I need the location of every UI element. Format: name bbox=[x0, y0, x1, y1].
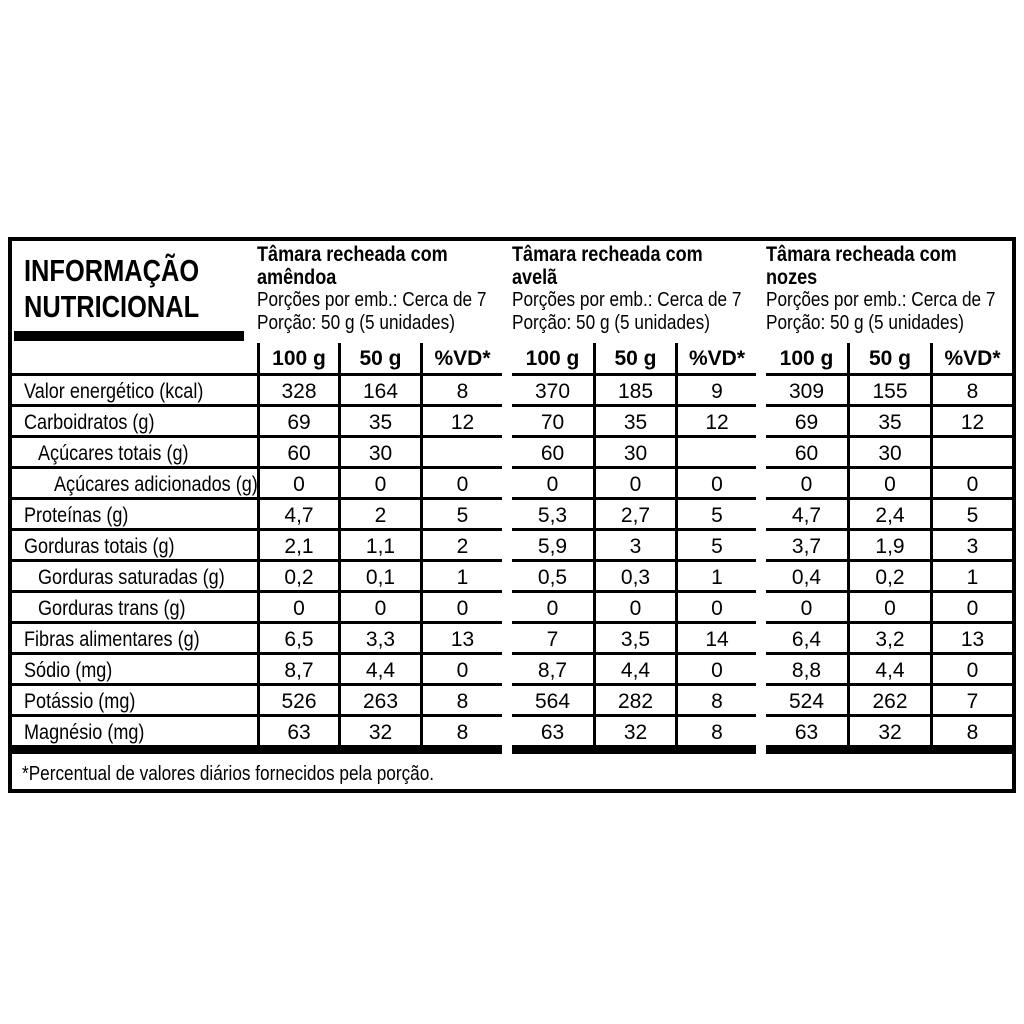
info-nutricional-title bbox=[12, 241, 257, 343]
nutrient-label bbox=[12, 497, 257, 528]
separator-bar-row bbox=[12, 745, 1012, 757]
value-cell: 0,3 bbox=[593, 559, 675, 590]
nutrient-row bbox=[12, 373, 1012, 404]
value-cell: 262 bbox=[847, 683, 930, 714]
nutrient-row bbox=[12, 404, 1012, 435]
value-cell: 5 bbox=[675, 497, 756, 528]
value-cell: 0 bbox=[338, 466, 420, 497]
group-gap bbox=[756, 652, 766, 683]
nutrient-label bbox=[12, 590, 257, 621]
value-cell: 7 bbox=[512, 621, 593, 652]
group-gap bbox=[502, 497, 512, 528]
value-cell: 60 bbox=[766, 435, 847, 466]
value-cell: 328 bbox=[257, 373, 338, 404]
value-cell: 30 bbox=[847, 435, 930, 466]
group-gap bbox=[756, 404, 766, 435]
title-line-2: NUTRICIONAL bbox=[24, 289, 200, 324]
nutrient-row bbox=[12, 559, 1012, 590]
nutrient-label-text: Magnésio (mg) bbox=[24, 721, 145, 744]
value-cell: 0,5 bbox=[512, 559, 593, 590]
product-portion: Porção: 50 g (5 unidades) bbox=[257, 312, 455, 334]
value-cell: 32 bbox=[593, 714, 675, 745]
value-cell: 6,4 bbox=[766, 621, 847, 652]
nutrient-label-text: Gorduras saturadas (g) bbox=[38, 566, 225, 589]
group-gap bbox=[502, 714, 512, 745]
value-cell: 185 bbox=[593, 373, 675, 404]
value-cell: 5 bbox=[420, 497, 502, 528]
value-cell: 0 bbox=[930, 466, 1012, 497]
value-cell: 0 bbox=[512, 466, 593, 497]
col-header-50g: 50 g bbox=[338, 343, 420, 373]
value-cell: 5 bbox=[675, 528, 756, 559]
product-title-line: nozes bbox=[766, 266, 818, 289]
value-cell: 30 bbox=[338, 435, 420, 466]
value-cell bbox=[675, 435, 756, 466]
value-cell: 3,7 bbox=[766, 528, 847, 559]
value-cell: 0 bbox=[512, 590, 593, 621]
separator-bar bbox=[512, 745, 756, 754]
group-gap bbox=[502, 343, 512, 373]
nutrient-row bbox=[12, 590, 1012, 621]
group-gap bbox=[756, 466, 766, 497]
value-cell: 309 bbox=[766, 373, 847, 404]
nutrient-label-text: Carboidratos (g) bbox=[24, 411, 155, 434]
value-cell: 2,1 bbox=[257, 528, 338, 559]
group-gap bbox=[502, 559, 512, 590]
value-cell: 8 bbox=[675, 683, 756, 714]
value-cell: 69 bbox=[257, 404, 338, 435]
col-header-100g: 100 g bbox=[257, 343, 338, 373]
value-cell: 0 bbox=[847, 466, 930, 497]
value-cell: 4,4 bbox=[847, 652, 930, 683]
value-cell: 8,8 bbox=[766, 652, 847, 683]
product-header-amendoa bbox=[257, 241, 502, 343]
value-cell: 63 bbox=[512, 714, 593, 745]
group-gap bbox=[756, 683, 766, 714]
value-cell bbox=[930, 435, 1012, 466]
value-cell: 0 bbox=[420, 466, 502, 497]
value-cell: 0,2 bbox=[847, 559, 930, 590]
value-cell: 0 bbox=[675, 590, 756, 621]
value-cell: 7 bbox=[930, 683, 1012, 714]
value-cell: 13 bbox=[930, 621, 1012, 652]
product-title-line: Tâmara recheada com bbox=[766, 243, 957, 266]
separator-bar bbox=[12, 745, 502, 754]
value-cell: 8 bbox=[930, 714, 1012, 745]
nutrient-label bbox=[12, 373, 257, 404]
value-cell: 2 bbox=[338, 497, 420, 528]
product-servings: Porções por emb.: Cerca de 7 bbox=[766, 289, 996, 311]
value-cell: 0 bbox=[675, 652, 756, 683]
value-cell: 282 bbox=[593, 683, 675, 714]
value-cell: 5 bbox=[930, 497, 1012, 528]
nutrient-label-text: Gorduras trans (g) bbox=[38, 597, 186, 620]
nutrient-row bbox=[12, 652, 1012, 683]
value-cell: 4,4 bbox=[338, 652, 420, 683]
value-cell: 32 bbox=[847, 714, 930, 745]
value-cell: 2,4 bbox=[847, 497, 930, 528]
column-header-row bbox=[12, 343, 1012, 373]
nutrient-row bbox=[12, 435, 1012, 466]
value-cell: 3,2 bbox=[847, 621, 930, 652]
value-cell: 526 bbox=[257, 683, 338, 714]
value-cell: 6,5 bbox=[257, 621, 338, 652]
value-cell: 0 bbox=[338, 590, 420, 621]
nutrient-label bbox=[12, 466, 257, 497]
product-servings: Porções por emb.: Cerca de 7 bbox=[257, 289, 487, 311]
value-cell: 1,1 bbox=[338, 528, 420, 559]
value-cell: 0 bbox=[930, 590, 1012, 621]
value-cell: 60 bbox=[512, 435, 593, 466]
nutrient-label bbox=[12, 559, 257, 590]
value-cell: 8 bbox=[420, 373, 502, 404]
value-cell: 263 bbox=[338, 683, 420, 714]
group-gap bbox=[502, 435, 512, 466]
footnote-text bbox=[12, 757, 1012, 789]
group-gap bbox=[756, 621, 766, 652]
nutrient-label bbox=[12, 528, 257, 559]
value-cell: 9 bbox=[675, 373, 756, 404]
footnote-row bbox=[12, 757, 1012, 789]
value-cell: 1 bbox=[420, 559, 502, 590]
value-cell: 8 bbox=[420, 714, 502, 745]
group-gap bbox=[756, 343, 766, 373]
product-title-line: Tâmara recheada com bbox=[257, 243, 448, 266]
value-cell: 35 bbox=[847, 404, 930, 435]
separator-bar bbox=[766, 745, 1012, 754]
value-cell: 4,7 bbox=[257, 497, 338, 528]
value-cell: 8 bbox=[420, 683, 502, 714]
value-cell: 0 bbox=[257, 466, 338, 497]
nutrient-label-text: Gorduras totais (g) bbox=[24, 535, 175, 558]
nutrient-label bbox=[12, 652, 257, 683]
value-cell: 0 bbox=[930, 652, 1012, 683]
value-cell: 3 bbox=[593, 528, 675, 559]
value-cell: 0 bbox=[675, 466, 756, 497]
value-cell: 3 bbox=[930, 528, 1012, 559]
nutrient-label-text: Fibras alimentares (g) bbox=[24, 628, 200, 651]
value-cell: 8 bbox=[675, 714, 756, 745]
group-gap bbox=[756, 528, 766, 559]
value-cell: 12 bbox=[930, 404, 1012, 435]
group-gap bbox=[756, 497, 766, 528]
value-cell: 0 bbox=[766, 590, 847, 621]
group-gap bbox=[502, 466, 512, 497]
nutrition-table bbox=[8, 237, 1016, 793]
value-cell: 1,9 bbox=[847, 528, 930, 559]
nutrient-label-text: Açúcares adicionados (g) bbox=[54, 473, 258, 496]
col-header-100g: 100 g bbox=[779, 347, 834, 370]
title-line-1: INFORMAÇÃO bbox=[24, 253, 200, 288]
title-underline-bar bbox=[14, 331, 244, 341]
value-cell: 4,7 bbox=[766, 497, 847, 528]
product-header-avela bbox=[512, 241, 756, 343]
value-cell: 2,7 bbox=[593, 497, 675, 528]
table-body bbox=[12, 373, 1012, 745]
product-title-line: avelã bbox=[512, 266, 558, 289]
group-gap bbox=[502, 373, 512, 404]
group-gap bbox=[756, 590, 766, 621]
col-header-50g: 50 g bbox=[593, 343, 675, 373]
value-cell: 14 bbox=[675, 621, 756, 652]
value-cell: 0 bbox=[593, 466, 675, 497]
nutrient-row bbox=[12, 621, 1012, 652]
value-cell: 155 bbox=[847, 373, 930, 404]
product-title-line: amêndoa bbox=[257, 266, 337, 289]
value-cell: 12 bbox=[675, 404, 756, 435]
nutrient-label-text: Sódio (mg) bbox=[24, 659, 113, 682]
value-cell: 564 bbox=[512, 683, 593, 714]
nutrient-row bbox=[12, 714, 1012, 745]
nutrient-label bbox=[12, 683, 257, 714]
group-gap bbox=[502, 528, 512, 559]
value-cell: 13 bbox=[420, 621, 502, 652]
group-gap bbox=[502, 590, 512, 621]
group-gap bbox=[756, 373, 766, 404]
value-cell: 8,7 bbox=[257, 652, 338, 683]
value-cell: 1 bbox=[675, 559, 756, 590]
value-cell: 8 bbox=[930, 373, 1012, 404]
value-cell: 12 bbox=[420, 404, 502, 435]
value-cell: 69 bbox=[766, 404, 847, 435]
value-cell: 35 bbox=[338, 404, 420, 435]
value-cell: 3,5 bbox=[593, 621, 675, 652]
nutrient-label bbox=[12, 435, 257, 466]
value-cell: 63 bbox=[766, 714, 847, 745]
value-cell: 70 bbox=[512, 404, 593, 435]
value-cell: 0 bbox=[766, 466, 847, 497]
col-header-50g: 50 g bbox=[847, 343, 930, 373]
value-cell: 0,4 bbox=[766, 559, 847, 590]
col-header-vd: %VD* bbox=[675, 343, 756, 373]
nutrient-row bbox=[12, 683, 1012, 714]
value-cell: 60 bbox=[257, 435, 338, 466]
value-cell: 63 bbox=[257, 714, 338, 745]
group-gap bbox=[502, 621, 512, 652]
nutrient-label bbox=[12, 714, 257, 745]
product-title-line: Tâmara recheada com bbox=[512, 243, 703, 266]
footnote-text-inner: *Percentual de valores diários fornecidos pela porção. bbox=[22, 763, 435, 785]
column-header-spacer bbox=[12, 343, 257, 373]
value-cell: 35 bbox=[593, 404, 675, 435]
value-cell: 8,7 bbox=[512, 652, 593, 683]
value-cell: 0,2 bbox=[257, 559, 338, 590]
nutrient-row bbox=[12, 497, 1012, 528]
value-cell: 0 bbox=[420, 590, 502, 621]
product-portion: Porção: 50 g (5 unidades) bbox=[512, 312, 710, 334]
value-cell: 0 bbox=[257, 590, 338, 621]
value-cell: 5,9 bbox=[512, 528, 593, 559]
value-cell: 3,3 bbox=[338, 621, 420, 652]
product-portion: Porção: 50 g (5 unidades) bbox=[766, 312, 964, 334]
group-gap bbox=[756, 714, 766, 745]
value-cell: 4,4 bbox=[593, 652, 675, 683]
value-cell: 0,1 bbox=[338, 559, 420, 590]
nutrient-row bbox=[12, 466, 1012, 497]
nutrient-label bbox=[12, 404, 257, 435]
value-cell: 370 bbox=[512, 373, 593, 404]
value-cell: 2 bbox=[420, 528, 502, 559]
nutrient-row bbox=[12, 528, 1012, 559]
nutrient-label-text: Potássio (mg) bbox=[24, 690, 136, 713]
group-gap bbox=[756, 435, 766, 466]
value-cell: 30 bbox=[593, 435, 675, 466]
group-gap bbox=[502, 683, 512, 714]
value-cell: 164 bbox=[338, 373, 420, 404]
value-cell: 0 bbox=[847, 590, 930, 621]
col-header-100g: 100 g bbox=[525, 347, 580, 370]
group-gap bbox=[756, 559, 766, 590]
value-cell: 32 bbox=[338, 714, 420, 745]
group-gap bbox=[502, 404, 512, 435]
product-header-nozes bbox=[766, 241, 1012, 343]
nutrient-label-text: Proteínas (g) bbox=[24, 504, 129, 527]
value-cell: 0 bbox=[593, 590, 675, 621]
nutrient-label-text: Açúcares totais (g) bbox=[38, 442, 189, 465]
value-cell: 1 bbox=[930, 559, 1012, 590]
value-cell bbox=[420, 435, 502, 466]
value-cell: 5,3 bbox=[512, 497, 593, 528]
group-gap bbox=[502, 652, 512, 683]
nutrient-label-text: Valor energético (kcal) bbox=[24, 380, 204, 403]
title-band bbox=[12, 241, 1012, 343]
col-header-vd: %VD* bbox=[930, 343, 1012, 373]
col-header-vd: %VD* bbox=[420, 343, 502, 373]
value-cell: 524 bbox=[766, 683, 847, 714]
product-servings: Porções por emb.: Cerca de 7 bbox=[512, 289, 742, 311]
nutrient-label bbox=[12, 621, 257, 652]
value-cell: 0 bbox=[420, 652, 502, 683]
